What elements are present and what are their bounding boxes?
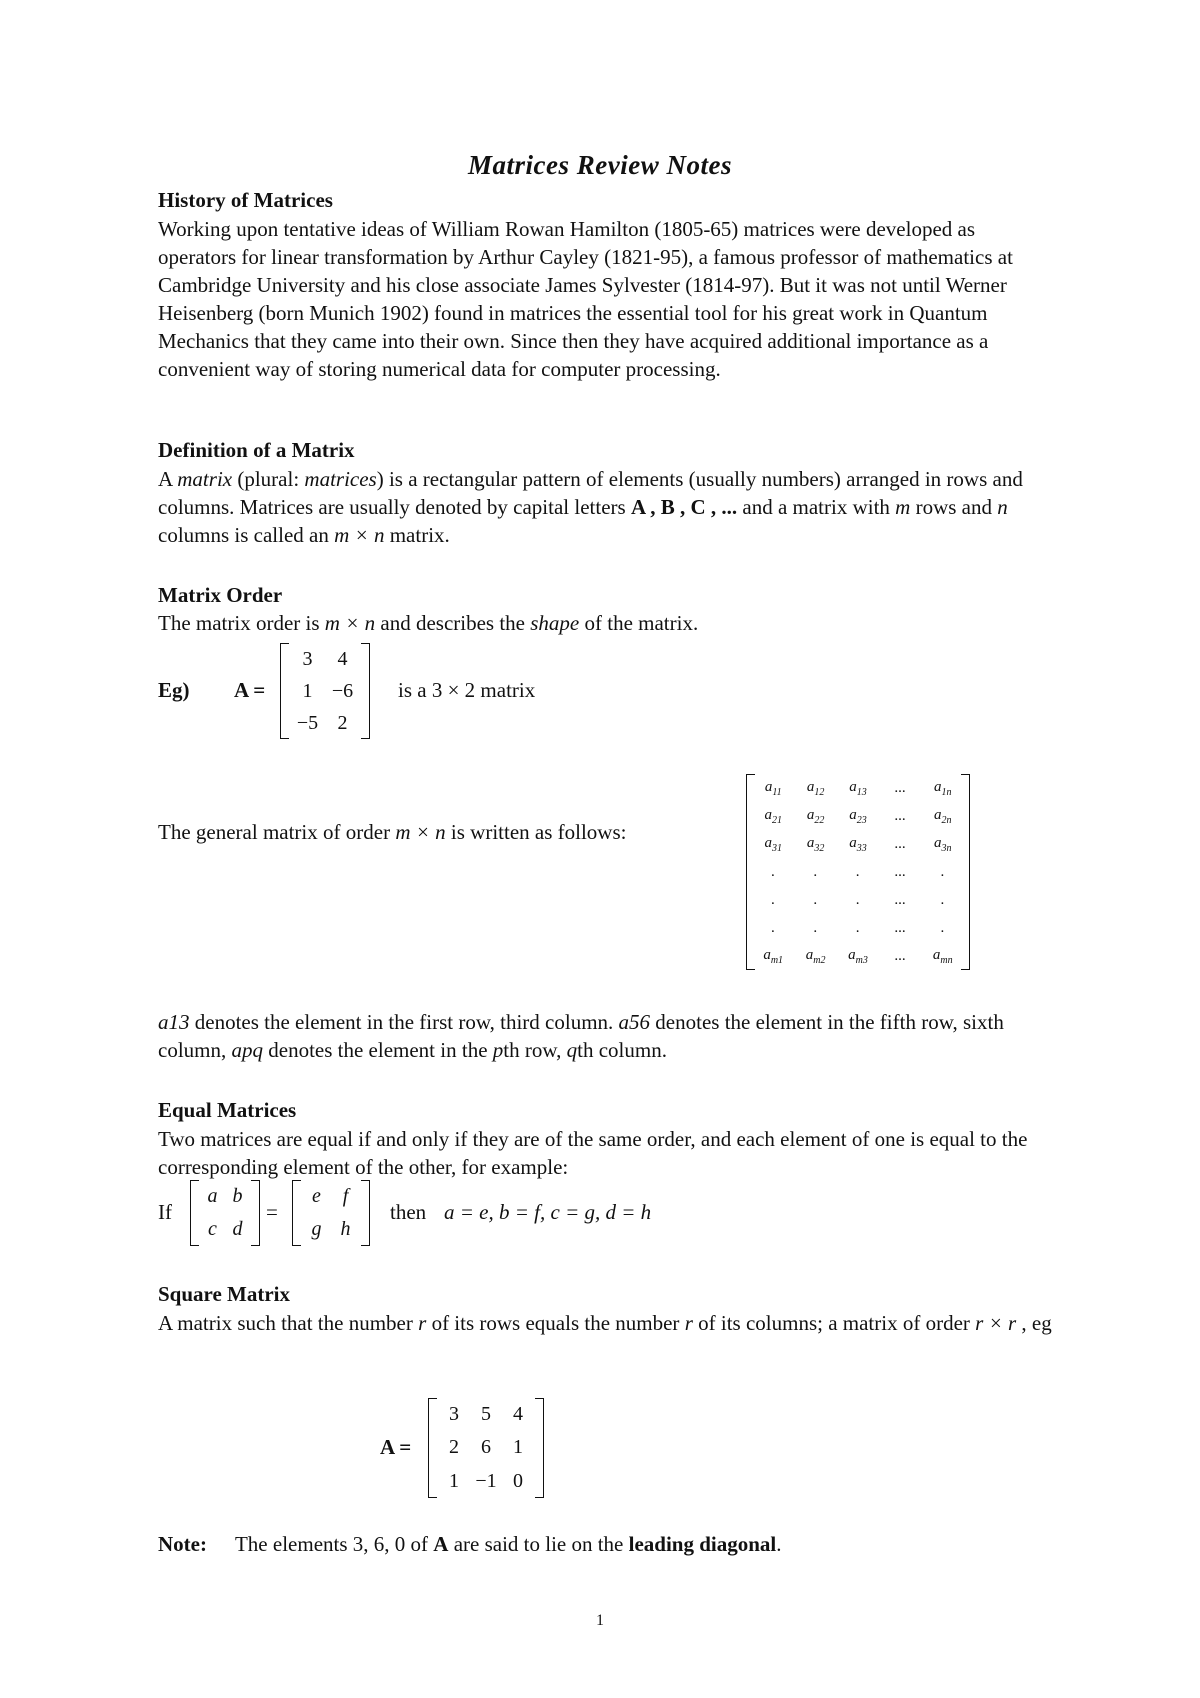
matrix-cell: −6 — [331, 679, 354, 702]
matrix-cell: $a_{33}$ — [849, 834, 867, 854]
page-number: 1 — [596, 1612, 604, 1629]
general-matrix-sentence: The general matrix of order m × n is written as follows: — [158, 820, 627, 844]
note-line: Note: The elements 3, 6, 0 of A are said to lie on the leading diagonal. — [158, 1532, 782, 1556]
leading-diagonal-term: leading diagonal — [628, 1532, 777, 1556]
matrix-cell: . — [813, 863, 818, 880]
right-matrix-2x2 — [292, 1180, 370, 1246]
matrix-cell: c — [208, 1218, 217, 1240]
square-paragraph: A matrix such that the number r of its rows equals the number r of its columns; a matrix of order r × r , eg — [158, 1311, 1052, 1335]
definition-paragraph — [158, 465, 1058, 549]
matrix-cell: . — [940, 919, 945, 936]
matrix-cell: $a_{23}$ — [849, 806, 867, 826]
matrix-cell: 2 — [337, 711, 348, 734]
matrix-cell: . — [856, 891, 860, 908]
then-expression: a = e, b = f, c = g, d = h — [444, 1200, 652, 1224]
element-a13: a13 — [158, 1010, 190, 1034]
shape-term: shape — [530, 611, 580, 635]
matrix-cell: . — [813, 891, 818, 908]
matrix-cell: $a_{m1}$ — [763, 946, 784, 966]
history-heading: History of Matrices — [158, 188, 333, 212]
matrix-cell: f — [342, 1185, 349, 1207]
note-label: Note: — [158, 1532, 207, 1556]
matrix-cell: $a_{31}$ — [764, 834, 782, 854]
left-matrix-2x2 — [190, 1180, 260, 1246]
matrix-cell: 5 — [481, 1403, 491, 1426]
matrix-cell: 3 — [449, 1403, 459, 1426]
matrix-term: matrix — [177, 467, 233, 491]
matrices-term: matrices — [304, 467, 377, 491]
order-sentence: The matrix order is m × n and describes the shape of the matrix. — [158, 611, 699, 635]
equal-heading: Equal Matrices — [158, 1098, 297, 1122]
matrix-cell: h — [340, 1218, 351, 1240]
matrix-cell: −1 — [475, 1469, 497, 1492]
matrix-cell: $a_{11}$ — [764, 778, 782, 798]
eg-label: Eg) — [158, 678, 190, 702]
page-title: Matrices Review Notes — [468, 150, 732, 180]
matrix-cell: ... — [894, 835, 907, 852]
matrix-cell: −5 — [296, 711, 319, 734]
matrix-cell: . — [856, 863, 860, 880]
matrix-cell: . — [771, 863, 776, 880]
matrix-cell: e — [312, 1185, 321, 1207]
matrix-cell: 0 — [513, 1469, 523, 1492]
matrix-cell: $a_{22}$ — [806, 806, 825, 826]
matrix-cell: $a_{3n}$ — [934, 834, 952, 854]
matrix-cell: $a_{m2}$ — [805, 946, 826, 966]
history-body: Working upon tentative ideas of William Rowan Hamilton (1805-65) matrices were developed as operators for linear transformation by Arthur Cayley (1821-95), a famous professor of mathematics at Cambridge University and his close associate James Sylvester (1814-97). But it was not until Werner Heisenberg (born Munich 1902) found in matrices the essential tool for his great work in Quantum Mechanics that they came into their own. Since then they have acquired additional importance as a convenient way of storing numerical data for computer processing. — [158, 217, 1013, 381]
matrix-cell: a — [207, 1185, 218, 1207]
matrix-cell: $a_{21}$ — [764, 806, 782, 826]
matrix-cell: 3 — [302, 647, 313, 670]
definition-heading: Definition of a Matrix — [158, 438, 355, 462]
definition-body: A matrix (plural: matrices) is a rectangular pattern of elements (usually numbers) arranged in rows and columns. Matrices are usually denoted by capital letters A , B , C , ... and a matrix with m rows and n columns is called an m × n matrix. — [158, 467, 1023, 547]
square-A-lhs: A = — [380, 1435, 412, 1459]
capital-letters: A , B , C , ... — [630, 495, 738, 519]
matrix-cell: . — [813, 919, 818, 936]
order-heading: Matrix Order — [158, 583, 283, 607]
square-matrix-3x3 — [428, 1398, 544, 1498]
equal-paragraph — [158, 1125, 1058, 1181]
matrix-cell: $a_{32}$ — [806, 834, 825, 854]
matrix-cell: $a_{mn}$ — [932, 946, 953, 966]
matrix-cell: 1 — [513, 1436, 523, 1459]
matrix-cell: ... — [894, 891, 907, 908]
matrix-cell: $a_{12}$ — [806, 778, 825, 798]
matrix-cell: d — [232, 1218, 243, 1240]
element-apq: apq — [231, 1038, 263, 1062]
equal-body: Two matrices are equal if and only if they are of the same order, and each element of one is equal to the corresponding element of the other, for example: — [158, 1127, 1028, 1179]
matrix-cell: 1 — [449, 1469, 459, 1492]
matrix-cell: 4 — [337, 647, 348, 670]
matrix-cell: 1 — [302, 679, 313, 702]
matrix-cell: ... — [894, 919, 907, 936]
matrix-cell: 4 — [513, 1403, 523, 1426]
example-matrix-3x2 — [280, 643, 370, 739]
matrix-cell: $a_{m3}$ — [848, 946, 868, 966]
general-matrix — [746, 774, 970, 970]
matrix-A-lhs: A = — [234, 678, 266, 702]
matrix-cell: . — [856, 919, 860, 936]
matrix-cell: ... — [894, 779, 907, 796]
matrix-cell: $a_{13}$ — [849, 778, 867, 798]
matrix-cell: . — [771, 919, 776, 936]
element-notation-paragraph: a13 denotes the element in the first row, third column. a56 denotes the element in the fifth row, sixth column, apq denotes the element in the pth row, qth column. — [158, 1010, 1004, 1062]
matrix-cell: ... — [894, 807, 907, 824]
matrix-cell: $a_{2n}$ — [934, 806, 952, 826]
matrix-cell: . — [771, 891, 776, 908]
matrix-cell: ... — [894, 947, 907, 964]
matrix-cell: 2 — [449, 1436, 459, 1459]
if-label: If — [158, 1200, 172, 1224]
then-label: then — [390, 1200, 427, 1224]
history-paragraph — [158, 215, 1058, 383]
equals-sign: = — [266, 1200, 278, 1224]
matrix-cell: . — [940, 863, 945, 880]
matrix-cell: $a_{1n}$ — [934, 778, 952, 798]
example-suffix: is a 3 × 2 matrix — [398, 678, 536, 702]
square-heading: Square Matrix — [158, 1282, 291, 1306]
matrix-cell: 6 — [481, 1436, 491, 1459]
matrix-cell: . — [940, 891, 945, 908]
matrix-cell: ... — [894, 863, 907, 880]
element-a56: a56 — [618, 1010, 651, 1034]
matrix-cell: b — [232, 1185, 243, 1207]
matrix-cell: g — [311, 1218, 322, 1240]
